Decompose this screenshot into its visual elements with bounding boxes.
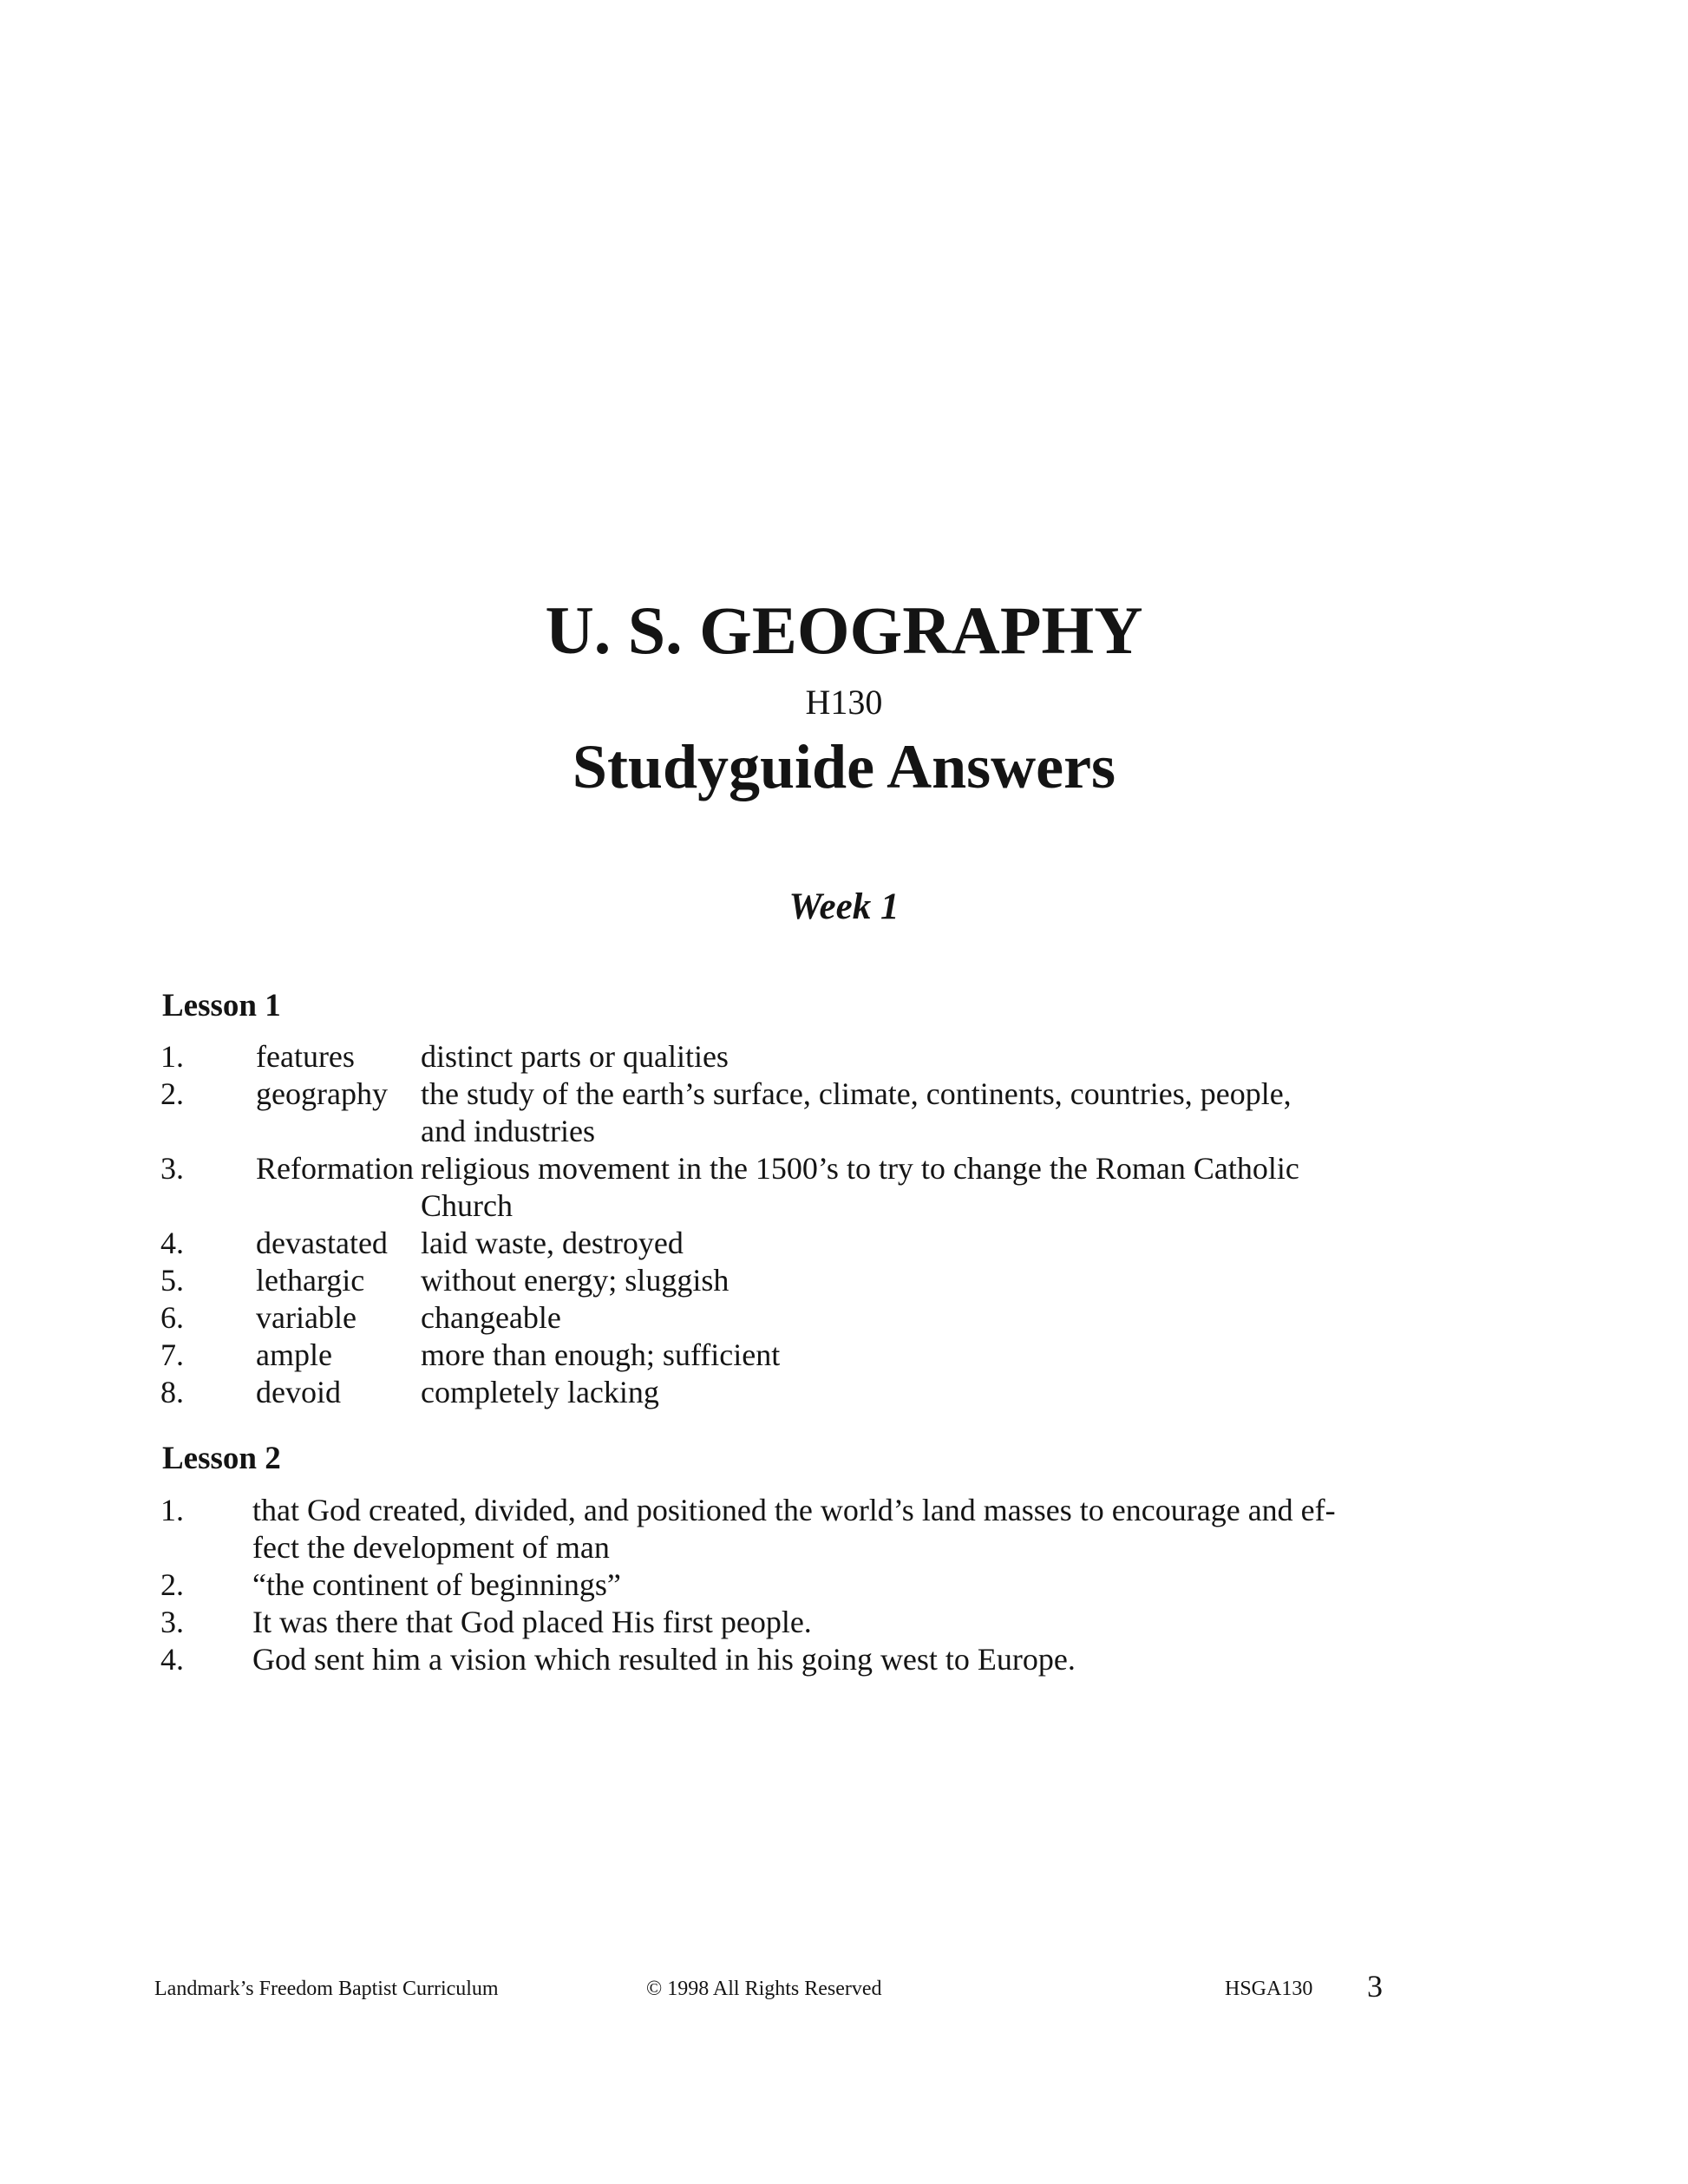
vocabulary-term: Reformation (256, 1151, 414, 1186)
vocabulary-definition: without energy; sluggish (421, 1263, 730, 1298)
page-subtitle: Studyguide Answers (572, 732, 1116, 801)
item-number: 1. (160, 1493, 184, 1527)
vocabulary-term: features (256, 1039, 355, 1074)
vocabulary-definition: laid waste, destroyed (421, 1226, 684, 1260)
footer-publisher: Landmark’s Freedom Baptist Curriculum (154, 1978, 499, 2000)
lesson-2-heading: Lesson 2 (162, 1441, 281, 1476)
vocabulary-definition: religious movement in the 1500’s to try to change the Roman Catholic Church (421, 1151, 1299, 1223)
item-number: 8. (160, 1375, 184, 1409)
vocabulary-definition: distinct parts or qualities (421, 1039, 729, 1074)
vocabulary-term: variable (256, 1300, 357, 1335)
item-number: 5. (160, 1263, 184, 1298)
vocabulary-term: devastated (256, 1226, 388, 1260)
answer-text: that God created, divided, and positioned the world’s land masses to encourage and ef-fect the development of man (252, 1493, 1336, 1565)
vocabulary-term: lethargic (256, 1263, 365, 1298)
item-number: 3. (160, 1605, 184, 1639)
item-number: 4. (160, 1642, 184, 1677)
answer-text: It was there that God placed His first people. (252, 1605, 812, 1639)
vocabulary-definition: more than enough; sufficient (421, 1337, 781, 1372)
page-title: U. S. GEOGRAPHY (545, 592, 1143, 668)
item-number: 4. (160, 1226, 184, 1260)
page-number: 3 (1367, 1969, 1383, 2004)
item-number: 1. (160, 1039, 184, 1074)
answer-text: God sent him a vision which resulted in his going west to Europe. (252, 1642, 1076, 1677)
vocabulary-definition: completely lacking (421, 1375, 659, 1409)
vocabulary-term: ample (256, 1337, 332, 1372)
vocabulary-definition: changeable (421, 1300, 561, 1335)
item-number: 7. (160, 1337, 184, 1372)
course-code: H130 (805, 683, 883, 722)
vocabulary-term: geography (256, 1076, 388, 1111)
answer-text: “the continent of beginnings” (252, 1567, 621, 1602)
item-number: 3. (160, 1151, 184, 1186)
footer-copyright: © 1998 All Rights Reserved (646, 1978, 882, 2000)
lesson-1-heading: Lesson 1 (162, 988, 281, 1023)
footer-course-code: HSGA130 (1225, 1978, 1313, 2000)
page-footer (0, 1969, 1688, 2012)
vocabulary-definition: the study of the earth’s surface, climate, continents, countries, people, and industries (421, 1076, 1292, 1148)
item-number: 2. (160, 1076, 184, 1111)
week-heading: Week 1 (788, 886, 900, 927)
vocabulary-term: devoid (256, 1375, 341, 1409)
item-number: 6. (160, 1300, 184, 1335)
item-number: 2. (160, 1567, 184, 1602)
